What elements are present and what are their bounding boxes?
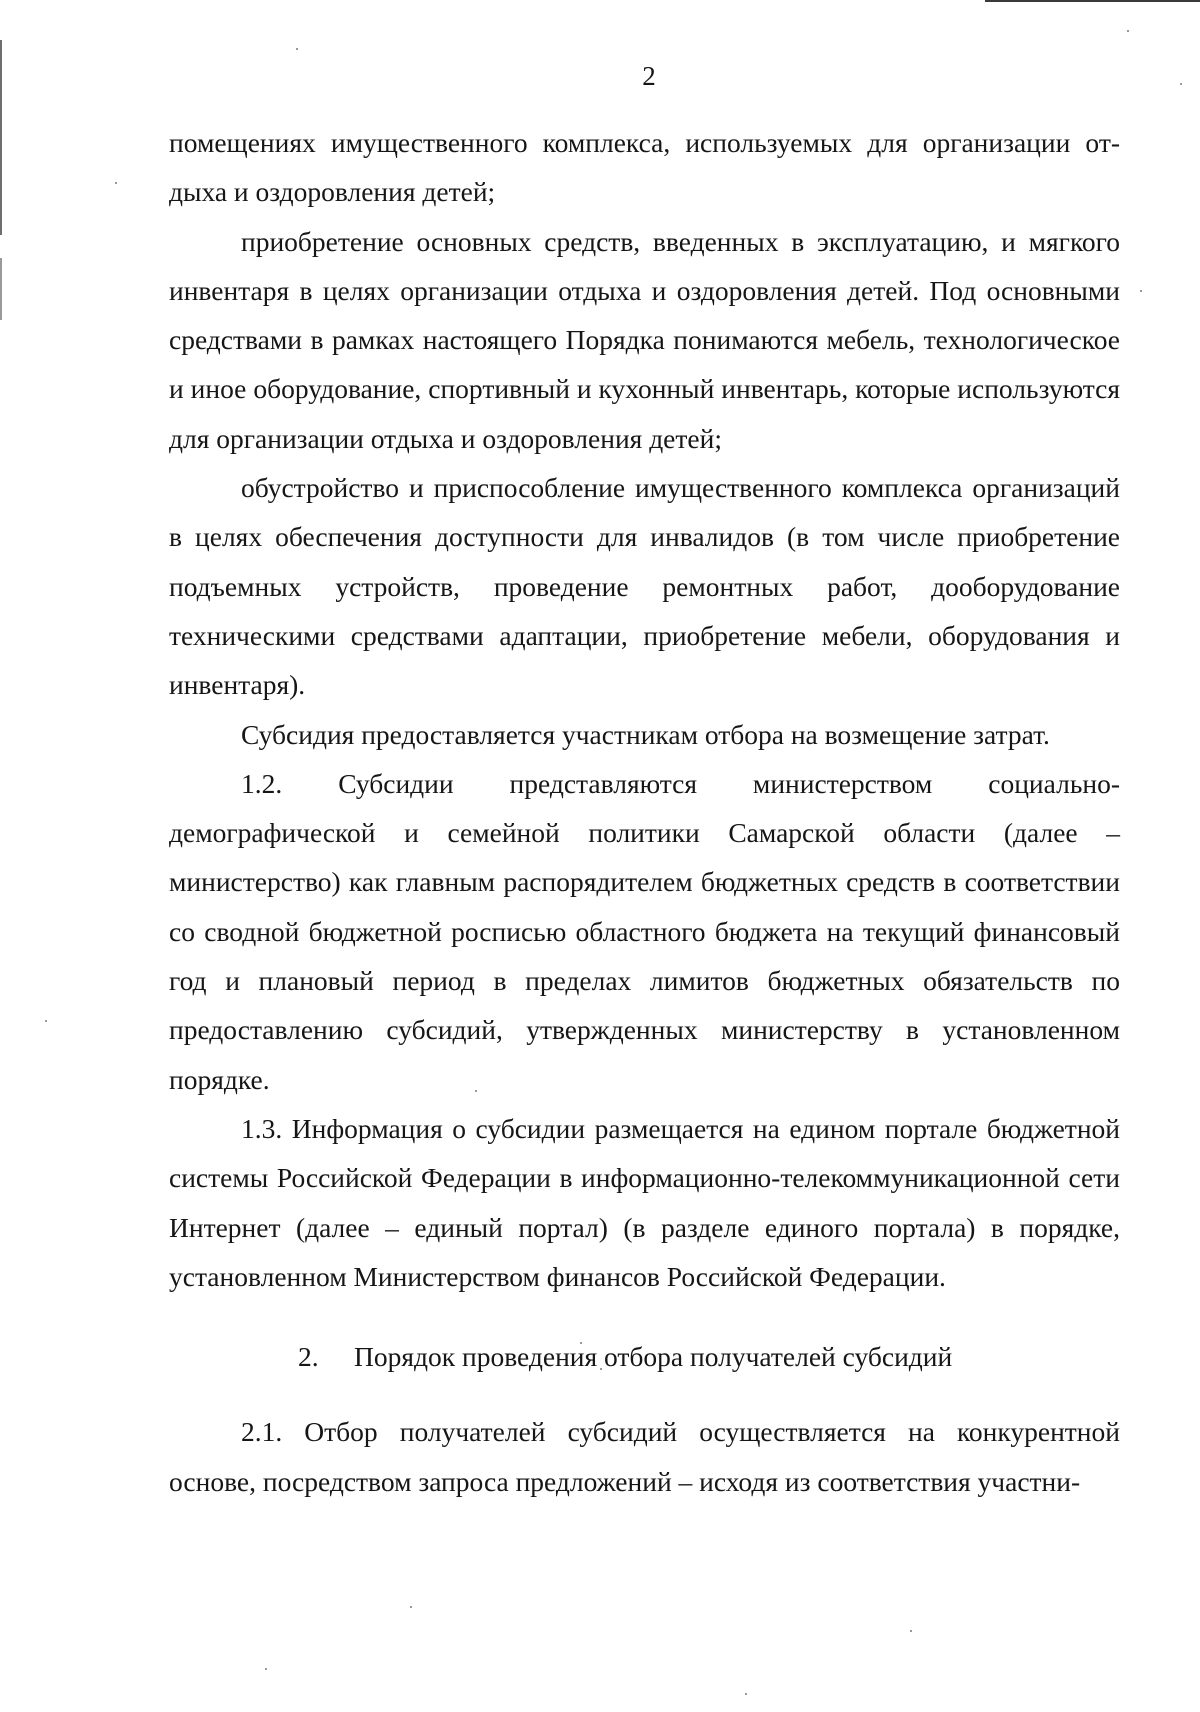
scan-speck: [745, 1693, 747, 1695]
scan-speck: [296, 48, 298, 50]
paragraph: 1.3. Информация о субсидии размещается на едином портале бюджетной системы Российской Федерации в информационно-телекоммуникационной сети Интернет (далее – единый портал) (в разделе единого портала) в порядке, установленном Министерством финансов Российской Федерации.: [169, 1112, 1120, 1292]
section-heading: [169, 1332, 1120, 1381]
paragraph: приобретение основных средств, введенных в эксплуатацию, и мягкого инвентаря в целях организации отдыха и оздоровления детей. Под основными средствами в рамках настоящего Порядка понимаются мебель, технологическое и иное оборудование, спортивный и кухонный инвентарь, которые используются для организации отдыха и оздоровления детей;: [169, 225, 1120, 454]
section-number: 2.: [298, 1341, 319, 1373]
paragraph: помещениях имущественного комплекса, используемых для организации от-дыха и оздоровления детей;: [169, 127, 1120, 208]
scan-speck: [1127, 30, 1129, 32]
scan-speck: [410, 1606, 412, 1608]
paragraph: 2.1. Отбор получателей субсидий осуществляется на конкурентной основе, посредством запроса предложений – исходя из соответствия участни-: [169, 1416, 1120, 1497]
page-number: 2: [642, 61, 656, 91]
scan-artifact-left-edge: [0, 258, 2, 320]
scan-speck: [910, 1630, 912, 1632]
scan-speck: [45, 1020, 47, 1022]
scan-speck: [1140, 290, 1142, 292]
paragraph: 1.2. Субсидии представляются министерством социально-демографической и семейной политики Самарской области (далее – министерство) как главным распорядителем бюджетных средств в соответствии со сводной бюджетной росписью областного бюджета на текущий финансовый год и плановый период в пределах лимитов бюджетных обязательств по предоставлению субсидий, утвержденных министерству в установленном порядке.: [169, 767, 1120, 1095]
scan-speck: [265, 1668, 267, 1670]
paragraph: Субсидия предоставляется участникам отбора на возмещение затрат.: [241, 718, 1050, 750]
document-body: [169, 118, 1120, 1506]
section-title: Порядок проведения отбора получателей субсидий: [354, 1341, 953, 1373]
scan-speck: [115, 182, 117, 184]
scan-artifact-top-line: [985, 0, 1200, 2]
paragraph: обустройство и приспособление имущественного комплекса организаций в целях обеспечения доступности для инвалидов (в том числе приобретение подъемных устройств, проведение ремонтных работ, дооборудование техническими средствами адаптации, приобретение мебели, оборудования и инвентаря).: [169, 472, 1120, 701]
